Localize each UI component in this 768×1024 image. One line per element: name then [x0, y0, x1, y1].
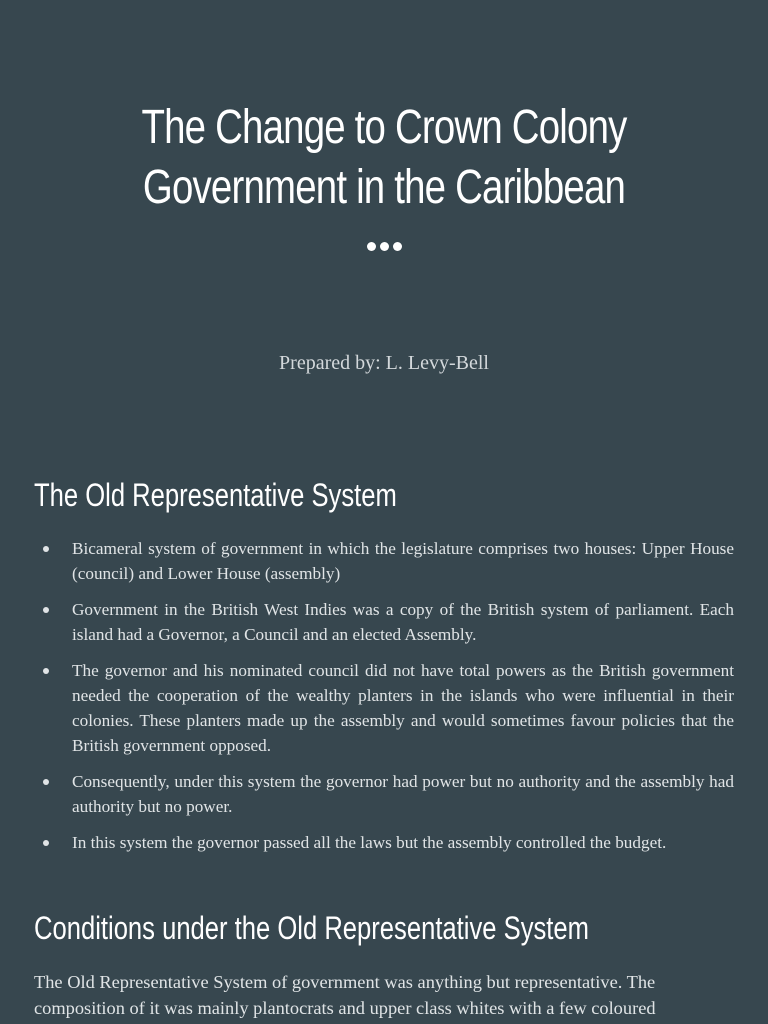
list-item	[34, 536, 734, 586]
section-heading-conditions: Conditions under the Old Representative System	[34, 910, 589, 946]
bullet-icon	[43, 840, 49, 846]
bullet-icon	[43, 779, 49, 785]
conditions-paragraph: The Old Representative System of government was anything but representative. The composition of it was mainly plantocrats and upper class whites with a few coloured	[34, 972, 656, 1018]
list-item	[34, 597, 734, 647]
bullet-icon	[43, 607, 49, 613]
dot-icon	[393, 242, 402, 251]
bullet-icon	[43, 546, 49, 552]
list-item	[34, 830, 734, 855]
list-item	[34, 769, 734, 819]
dot-icon	[380, 242, 389, 251]
section-heading-old-representative-system: The Old Representative System	[34, 477, 397, 513]
list-item-text: In this system the governor passed all the laws but the assembly controlled the budget.	[72, 833, 667, 852]
list-item-text: The governor and his nominated council did not have total powers as the British government needed the cooperation of the wealthy planters in the islands who were influential in their colonies. These planters made up the assembly and would sometimes favour policies that the British government opposed.	[72, 661, 734, 755]
bullet-list	[34, 536, 734, 866]
prepared-by: Prepared by: L. Levy-Bell	[279, 352, 489, 374]
title-block	[0, 98, 768, 218]
list-item-text: Government in the British West Indies was a copy of the British system of parliament. Each island had a Governor, a Council and an elected Assembly.	[72, 600, 734, 644]
page-title	[77, 98, 691, 218]
list-item-text: Bicameral system of government in which the legislature comprises two houses: Upper House (council) and Lower House (assembly)	[72, 539, 734, 583]
list-item-text: Consequently, under this system the governor had power but no authority and the assembly had authority but no power.	[72, 772, 734, 816]
title-line-2: Government in the Caribbean	[142, 161, 626, 214]
bullet-icon	[43, 668, 49, 674]
ellipsis-separator-icon	[0, 238, 768, 256]
title-line-1: The Change to Crown Colony	[141, 101, 627, 154]
list-item	[34, 658, 734, 758]
dot-icon	[367, 242, 376, 251]
